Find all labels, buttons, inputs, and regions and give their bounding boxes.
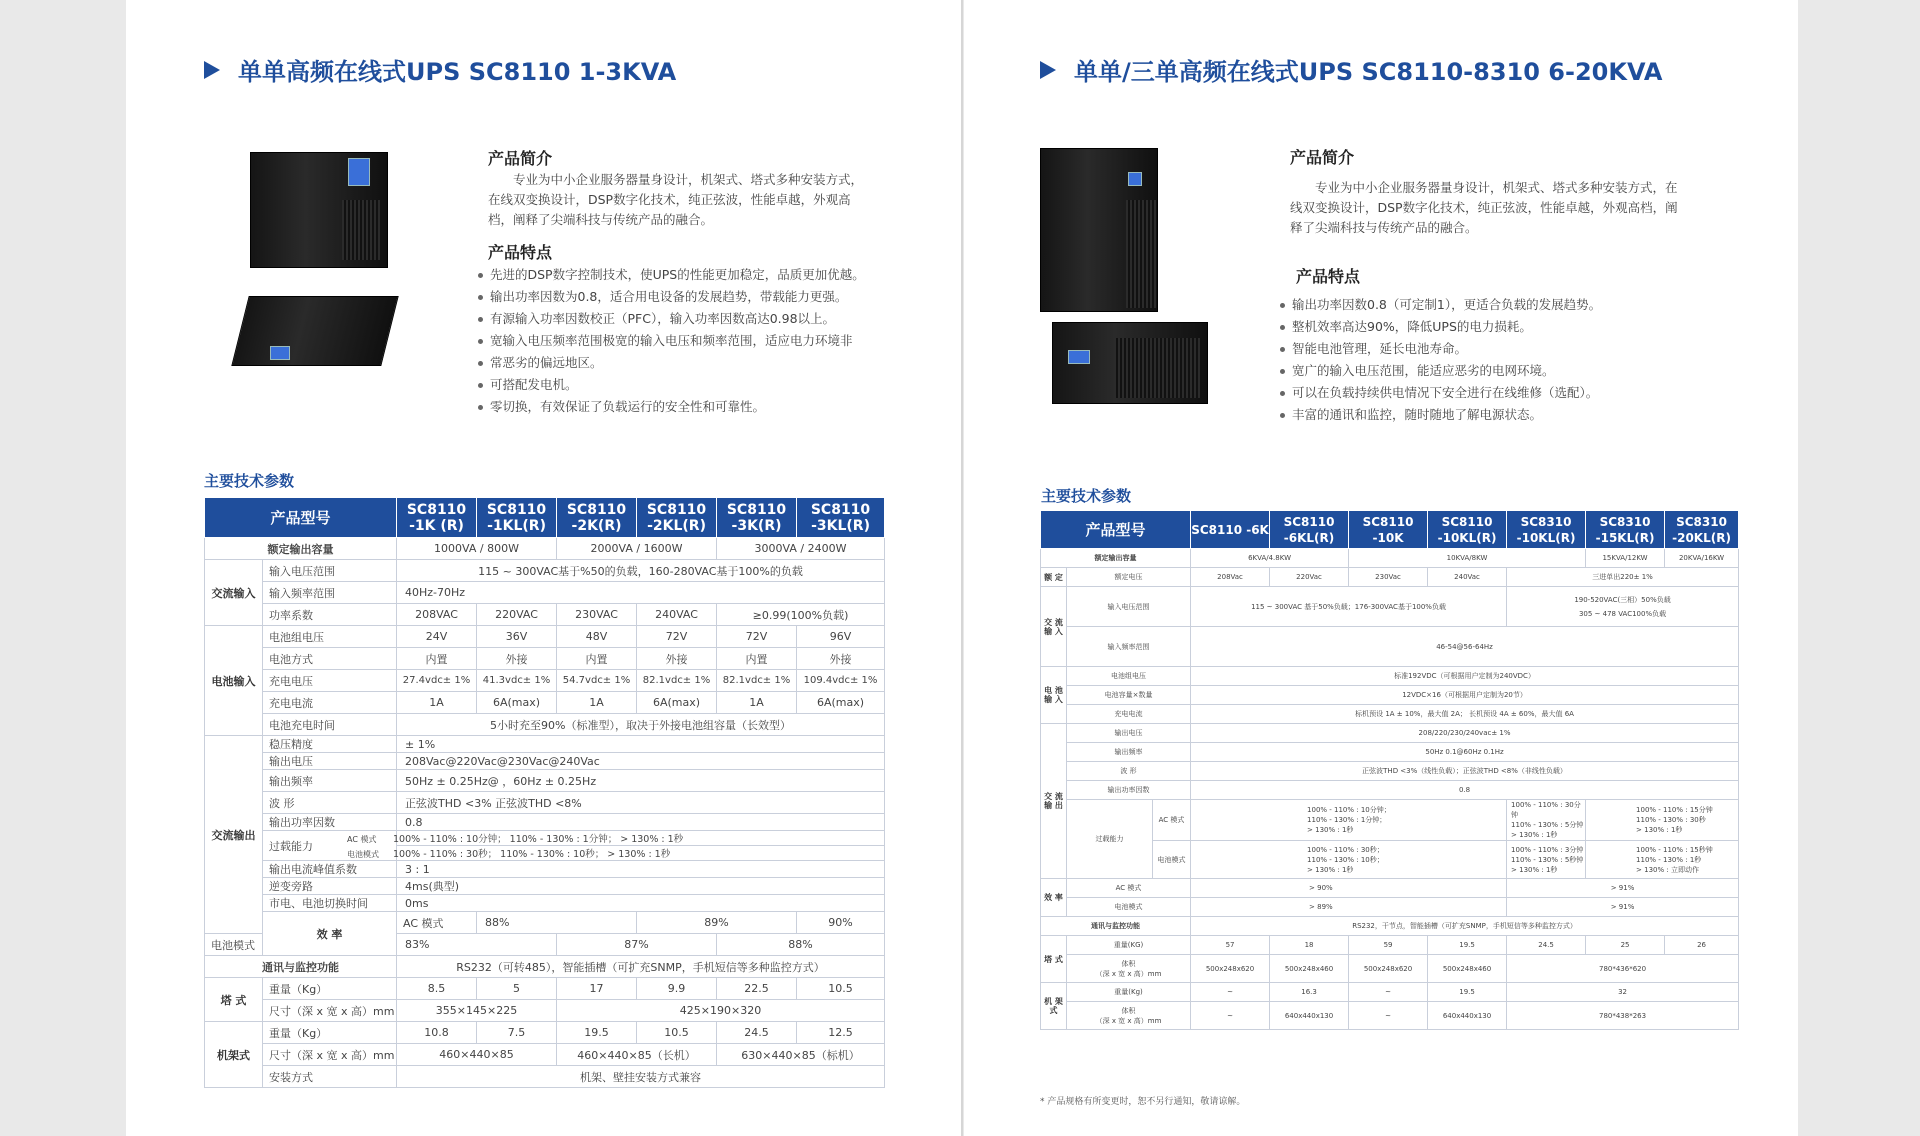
- footnote: * 产品规格有所变更时，恕不另行通知，敬请谅解。: [1040, 1097, 1246, 1107]
- left-page: [126, 0, 962, 1136]
- triangle-icon: [204, 61, 220, 79]
- feature-item: 输出功率因数0.8（可定制1），更适合负载的发展趋势。: [1278, 294, 1601, 316]
- left-title: 单单高频在线式UPS SC8110 1-3KVA: [204, 52, 676, 87]
- feature-item: 宽广的输入电压范围，能适应恶劣的电网环境。: [1278, 360, 1601, 382]
- feature-item: 可以在负载持续供电情况下安全进行在线维修（选配）。: [1278, 382, 1601, 404]
- feature-item: 有源输入功率因数校正（PFC），输入功率因数高达0.98以上。: [476, 308, 865, 330]
- feature-item: 智能电池管理，延长电池寿命。: [1278, 338, 1601, 360]
- features-list: [1278, 294, 1601, 426]
- feature-item: 可搭配发电机。: [476, 374, 865, 396]
- intro-text: 专业为中小企业服务器量身设计，机架式、塔式多种安装方式，在线双变换设计，DSP数字化技术，纯正弦波，性能卓越，外观高档，阐释了尖端科技与传统产品的融合。: [488, 172, 864, 227]
- feature-item: 丰富的通讯和监控，随时随地了解电源状态。: [1278, 404, 1601, 426]
- triangle-icon: [1040, 61, 1056, 79]
- header-model: 产品型号: [1041, 511, 1191, 549]
- right-title: 单单/三单高频在线式UPS SC8110-8310 6-20KVA: [1040, 52, 1662, 87]
- spec-table-left: 产品型号 SC8110 -1K (R) SC8110 -1KL(R) SC8110 -2K(R) SC8110 -2KL(R) SC8110 -3K(R) SC8110 -3KL(R) 额定输出容量 1000VA / 800W 2000VA / 1600W 3000VA / 2400W 交流输入 输入电压范围 115 ~ 300VAC基于%50的负载，160-280VAC基于100%的负载 输入频率范围 40Hz-70Hz 功率系数 208VAC 220VAC 230VAC 240VAC ≥0.99(100%负载) 电池输入 电池组电压 24V 36V 48V 72V 72V 96V 电池方式 内置 外接 内置 外接 内置 外接 充电电压 27.4vdc± 1% 41.3vdc± 1% 54.7vdc± 1% 82.1vdc± 1% 82.1vdc± 1% 109.4vdc± 1% 充电电流 1A 6A(max) 1A 6A(max) 1A 6A(max) 电池充电时间 5小时充至90%（标准型），取决于外接电池组容量（长效型） 交流输出 稳压精度 ± 1% 输出电压 208Vac@220Vac@230Vac@240Vac 输出频率 50Hz ± 0.25Hz@ ，60Hz ± 0.25Hz 波 形 正弦波THD <3% 正弦波THD <8% 输出功率因数 0.8 过载能力 AC 模式 100% - 110% : 10分钟； 110% - 130% : 1分钟； > 130% : 1秒 电池模式 100% - 110% : 30秒； 110% - 130% : 10秒； > 130% : 1秒 输出电流峰值系数 3 : 1 逆变旁路 4ms(典型) 市电、电池切换时间 0ms 效 率 AC 模式 88% 89% 90% 电池模式 83% 87% 88% 通讯与监控功能 RS232（可转485），智能插槽（可扩充SNMP，手机短信等多种监控方式） 塔 式 重量（Kg） 8.5 5 17 9.9 22.5 10.5 尺寸（深 x 宽 x 高）mm 355×145×225 425×190×320 机架式 重量（Kg） 10.8 7.5 19.5 10.5 24.5 12.5 尺寸（深 x 宽 x 高）mm 460×440×85 460×440×85（长机） 630×440×85（标机） 安装方式 机架、壁挂安装方式兼容: [204, 497, 885, 1088]
- params-heading: 主要技术参数: [1041, 487, 1132, 505]
- features-heading: 产品特点: [1296, 267, 1361, 286]
- feature-item: 宽输入电压频率范围极宽的输入电压和频率范围，适应电力环境非: [476, 330, 865, 352]
- spec-table-right: 产品型号 SC8110 -6K SC8110 -6KL(R) SC8110 -10K SC8110 -10KL(R) SC8310 -10KL(R) SC8310 -15KL(R) SC8310 -20KL(R) 额定输出容量 6KVA/4.8KW 10KVA/8KW 15KVA/12KW 20KVA/16KW 额 定 额定电压 208Vac 220Vac 230Vac 240Vac 三进单出220± 1% 交 流 输 入 输入电压范围 115 ~ 300VAC 基于50%负载；176-300VAC基于100%负载 190-520VAC(三相）50%负载 305 ~ 478 VAC100%负载 输入频率范围 46-54@56-64Hz 电 池 输 入 电池组电压 标准192VDC（可根据用户定制为240VDC） 电池容量×数量 12VDC×16（可根据用户定制为20节） 充电电流 标机预设 1A ± 10%，最大值 2A； 长机预设 4A ± 60%，最大值 6A 交 流 输 出 输出电压 208/220/230/240vac± 1% 输出频率 50Hz 0.1@60Hz 0.1Hz 波 形 正弦波THD <3%（线性负载）；正弦波THD <8%（非线性负载） 输出功率因数 0.8 过载能力 AC 模式 100% - 110% : 10分钟； 110% - 130% : 1分钟； > 130% : 1秒 100% - 110% : 30分钟 110% - 130% : 5分钟 > 130% : 1秒 100% - 110% : 15分钟 110% - 130% : 30秒 > 130% : 1秒 电池模式 100% - 110% : 30秒； 110% - 130% : 10秒； > 130% : 1秒 100% - 110% : 3分钟 110% - 130% : 5秒钟 > 130% : 1秒 100% - 110% : 15秒钟 110% - 130% : 1秒 > 130% : 立即动作 效 率 AC 模式 > 90% > 91% 电池模式 > 89% > 91% 通讯与监控功能 RS232，干节点，智能插槽（可扩充SNMP，手机短信等多种监控方式） 塔 式 重量(KG) 57 18 59 19.5 24.5 25 26 体积 （深 x 宽 x 高）mm 500x248x620 500x248x460 500x248x620 500x248x460 780*436*620 机 架 式 重量(Kg) ~ 16.3 ~ 19.5 32 体积 （深 x 宽 x 高）mm ~ 640x440x130 ~ 640x440x130 780*438*263: [1040, 510, 1739, 1030]
- params-heading: 主要技术参数: [204, 472, 295, 490]
- header-model: 产品型号: [205, 498, 397, 538]
- feature-item: 零切换，有效保证了负载运行的安全性和可靠性。: [476, 396, 865, 418]
- feature-item: 输出功率因数为0.8，适合用电设备的发展趋势，带载能力更强。: [476, 286, 865, 308]
- intro-text: 专业为中小企业服务器量身设计，机架式、塔式多种安装方式，在线双变换设计，DSP数字化技术，纯正弦波，性能卓越，外观高档，阐释了尖端科技与传统产品的融合。: [1290, 180, 1678, 235]
- right-page: [964, 0, 1798, 1136]
- features-list: [476, 264, 865, 418]
- features-heading: 产品特点: [488, 243, 553, 262]
- feature-item: 整机效率高达90%，降低UPS的电力损耗。: [1278, 316, 1601, 338]
- feature-item: 先进的DSP数字控制技术，使UPS的性能更加稳定，品质更加优越。: [476, 264, 865, 286]
- feature-item: 常恶劣的偏远地区。: [476, 352, 865, 374]
- intro-heading: 产品简介: [488, 149, 553, 168]
- page-gutter: [961, 0, 963, 1136]
- intro-heading: 产品简介: [1290, 148, 1355, 167]
